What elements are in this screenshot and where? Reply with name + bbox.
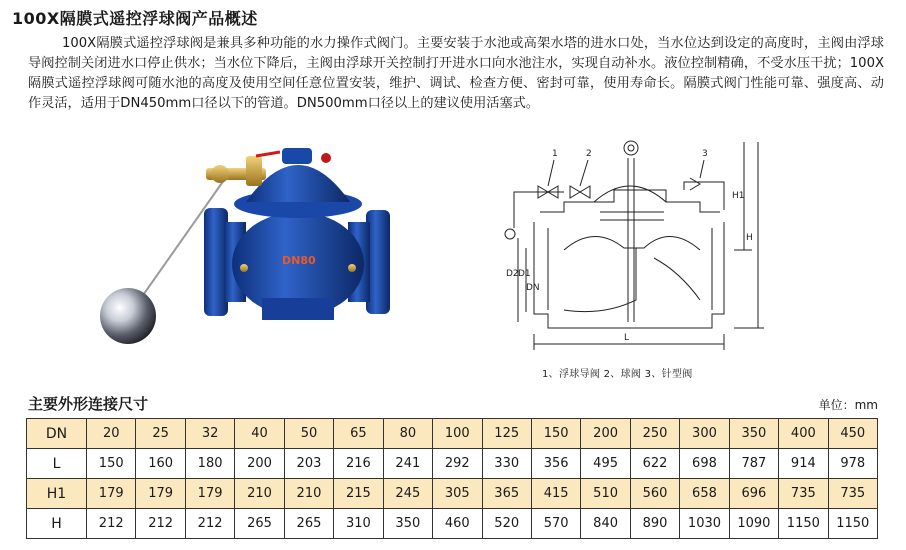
table-cell: 510 — [581, 479, 630, 509]
valve-photo — [96, 148, 406, 374]
dim-d1: D1 — [518, 269, 531, 279]
table-cell: 265 — [284, 509, 333, 539]
table-cell: 65 — [334, 419, 383, 449]
table-cell: 400 — [779, 419, 828, 449]
callout-2: 2 — [586, 149, 592, 159]
table-cell: 570 — [531, 509, 580, 539]
table-cell: 622 — [630, 449, 679, 479]
table-cell: 460 — [433, 509, 482, 539]
row-label: H1 — [27, 479, 87, 509]
page-title: 100X隔膜式遥控浮球阀产品概述 — [12, 9, 258, 28]
row-label: L — [27, 449, 87, 479]
table-cell: 450 — [828, 419, 877, 449]
table-cell: 978 — [828, 449, 877, 479]
table-cell: 658 — [680, 479, 729, 509]
table-cell: 245 — [383, 479, 432, 509]
table-cell: 212 — [136, 509, 185, 539]
table-cell: 1030 — [680, 509, 729, 539]
table-cell: 1150 — [779, 509, 828, 539]
callout-3: 3 — [702, 149, 708, 159]
cross-section-drawing — [504, 140, 768, 356]
table-cell: 1090 — [729, 509, 778, 539]
table-cell: 210 — [284, 479, 333, 509]
table-cell: 735 — [779, 479, 828, 509]
table-row — [27, 449, 878, 479]
table-cell: 180 — [185, 449, 234, 479]
dimensions-table — [26, 418, 878, 539]
table-cell: 250 — [630, 419, 679, 449]
table-cell: 350 — [383, 509, 432, 539]
dim-h1: H1 — [732, 191, 745, 201]
table-cell: 787 — [729, 449, 778, 479]
table-cell: 216 — [334, 449, 383, 479]
table-cell: 305 — [433, 479, 482, 509]
product-description: 100X隔膜式遥控浮球阀是兼具多种功能的水力操作式阀门。主要安装于水池或高架水塔的进水口处，当水位达到设定的高度时，主阀由浮球导阀控制关闭进水口停止供水；当水位下降后，主阀由浮球开关控制打开进水口向水池注水，实现自动补水。液位控制精确，不受水压干扰；100X隔膜式遥控浮球阀可随水池的高度及使用空间任意位置安装，维护、调试、检查方便、密封可靠，使用寿命长。隔膜式阀门性能可靠、强度高、动作灵活，适用于DN450mm口径以下的管道。DN500mm口径以上的建议使用活塞式。 — [28, 36, 884, 111]
table-cell: 1150 — [828, 509, 877, 539]
table-row — [27, 479, 878, 509]
table-cell: 80 — [383, 419, 432, 449]
table-cell: 495 — [581, 449, 630, 479]
table-cell: 356 — [531, 449, 580, 479]
table-row — [27, 419, 878, 449]
table-cell: 365 — [482, 479, 531, 509]
table-cell: 300 — [680, 419, 729, 449]
callout-1: 1 — [552, 149, 558, 159]
table-cell: 415 — [531, 479, 580, 509]
drawing-legend: 1、浮球导阀 2、球阀 3、针型阀 — [542, 369, 693, 380]
row-label: H — [27, 509, 87, 539]
table-cell: 179 — [87, 479, 136, 509]
table-cell: 50 — [284, 419, 333, 449]
table-cell: 698 — [680, 449, 729, 479]
table-cell: 20 — [87, 419, 136, 449]
table-cell: 200 — [581, 419, 630, 449]
table-cell: 310 — [334, 509, 383, 539]
table-cell: 914 — [779, 449, 828, 479]
table-cell: 350 — [729, 419, 778, 449]
table-cell: 100 — [433, 419, 482, 449]
table-cell: 125 — [482, 419, 531, 449]
table-cell: 203 — [284, 449, 333, 479]
dim-dn: DN — [526, 283, 540, 293]
table-cell: 160 — [136, 449, 185, 479]
table-cell: 241 — [383, 449, 432, 479]
table-cell: 200 — [235, 449, 284, 479]
row-label: DN — [27, 419, 87, 449]
table-cell: 215 — [334, 479, 383, 509]
body-marking: DN80 — [282, 254, 316, 267]
dim-d2: D2 — [506, 269, 519, 279]
table-cell: 735 — [828, 479, 877, 509]
unit-label: 单位：mm — [818, 398, 878, 412]
table-cell: 292 — [433, 449, 482, 479]
table-cell: 32 — [185, 419, 234, 449]
table-cell: 696 — [729, 479, 778, 509]
table-cell: 560 — [630, 479, 679, 509]
table-cell: 150 — [531, 419, 580, 449]
float-ball — [100, 288, 156, 344]
table-cell: 25 — [136, 419, 185, 449]
table-cell: 212 — [185, 509, 234, 539]
section-title: 主要外形连接尺寸 — [28, 395, 149, 413]
table-cell: 520 — [482, 509, 531, 539]
dim-h: H — [746, 233, 753, 243]
dim-l: L — [624, 333, 630, 343]
table-cell: 179 — [185, 479, 234, 509]
table-cell: 330 — [482, 449, 531, 479]
table-cell: 890 — [630, 509, 679, 539]
table-cell: 40 — [235, 419, 284, 449]
table-cell: 150 — [87, 449, 136, 479]
table-cell: 210 — [235, 479, 284, 509]
table-row — [27, 509, 878, 539]
table-cell: 265 — [235, 509, 284, 539]
table-cell: 840 — [581, 509, 630, 539]
table-cell: 212 — [87, 509, 136, 539]
table-cell: 179 — [136, 479, 185, 509]
